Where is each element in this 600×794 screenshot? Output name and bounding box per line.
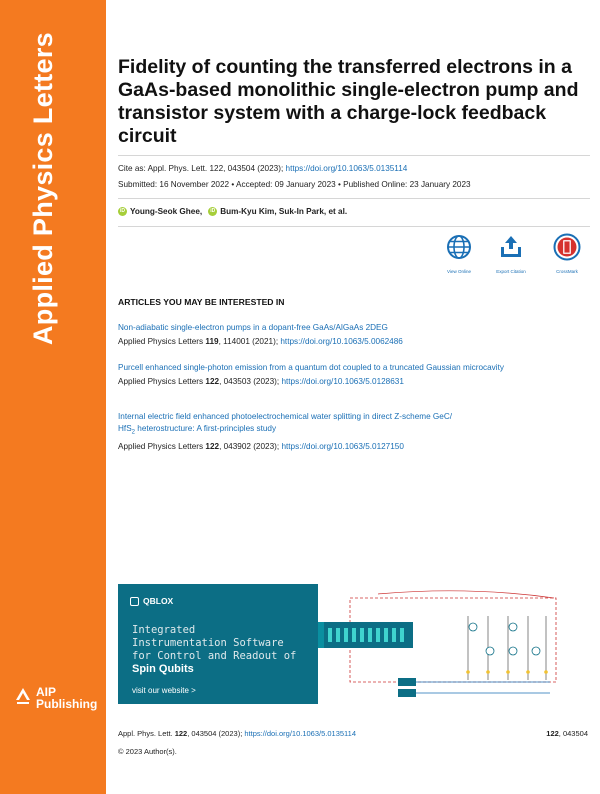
related-article-title[interactable]: Non-adiabatic single-electron pumps in a dopant-free GaAs/AlGaAs 2DEG <box>118 323 388 332</box>
journal-name: Applied Physics Letters <box>28 32 58 345</box>
ad-text-panel <box>118 584 318 704</box>
crossmark-button[interactable] <box>542 233 592 274</box>
ad-emphasis: Spin Qubits <box>132 663 194 675</box>
related-article-doi[interactable]: https://doi.org/10.1063/5.0127150 <box>281 441 404 451</box>
related-article-doi[interactable]: https://doi.org/10.1063/5.0128631 <box>281 377 404 386</box>
ad-line: for Control and Readout of <box>132 650 297 662</box>
related-article-title[interactable]: Internal electric field enhanced photoelectrochemical water splitting in direct Z-scheme GeC/ HfS$_2$ heterostructure: A first-principles study <box>118 412 453 436</box>
authors-line <box>118 207 347 216</box>
divider <box>118 226 590 227</box>
export-icon <box>497 233 525 261</box>
aip-logo-line2: Publishing <box>36 697 98 711</box>
crossmark-icon <box>553 233 581 261</box>
ad-brand: QBLOX <box>130 596 173 606</box>
export-citation-label: Export Citation <box>496 269 526 274</box>
footer-page-number: 122, 043504 <box>546 729 588 738</box>
ad-line: Instrumentation Software <box>132 637 284 649</box>
related-article <box>118 362 588 388</box>
related-article-title[interactable]: Purcell enhanced single-photon emission from a quantum dot coupled to a truncated Gaussian microcavity <box>118 363 504 372</box>
qblox-advertisement[interactable] <box>118 584 590 704</box>
orcid-icon[interactable]: iD <box>210 208 216 214</box>
related-article-meta: Applied Physics Letters 122, 043503 (2023); https://doi.org/10.1063/5.0128631 <box>118 377 404 386</box>
related-article <box>118 322 588 348</box>
aip-logo-icon <box>16 688 30 704</box>
journal-sidebar <box>0 0 106 794</box>
ad-circuit-diagram <box>318 584 590 704</box>
copyright: © 2023 Author(s). <box>118 747 177 756</box>
ad-line: Integrated <box>132 624 196 636</box>
footer-doi-link[interactable]: https://doi.org/10.1063/5.0135114 <box>244 729 356 738</box>
divider <box>118 155 590 156</box>
globe-icon <box>445 233 473 261</box>
article-title: Fidelity of counting the transferred electrons in a GaAs-based monolithic single-electron pump and transistor system with a charge-lock feedback circuit <box>118 56 579 147</box>
footer-citation: Appl. Phys. Lett. 122, 043504 (2023); https://doi.org/10.1063/5.0135114 <box>118 729 356 738</box>
divider <box>118 198 590 199</box>
author-first[interactable]: Young-Seok Ghee, <box>130 207 203 216</box>
citation-line <box>118 164 407 173</box>
export-citation-button[interactable] <box>486 233 536 274</box>
orcid-icon[interactable]: iD <box>120 208 125 214</box>
view-online-button[interactable] <box>434 233 484 274</box>
related-article <box>118 411 588 453</box>
citation-doi-link[interactable]: https://doi.org/10.1063/5.0135114 <box>285 164 408 173</box>
related-articles-heading: ARTICLES YOU MAY BE INTERESTED IN <box>118 297 285 307</box>
related-article-meta: Applied Physics Letters 119, 114001 (2021); https://doi.org/10.1063/5.0062486 <box>118 337 403 346</box>
dates-line: Submitted: 16 November 2022 • Accepted: 09 January 2023 • Published Online: 23 January 2023 <box>118 180 471 189</box>
crossmark-label: CrossMark <box>556 269 578 274</box>
citation-prefix: Cite as: Appl. Phys. Lett. 122, 043504 (2023); <box>118 164 284 173</box>
author-others[interactable]: Bum-Kyu Kim, Suk-In Park, et al. <box>220 207 348 216</box>
qblox-logo-icon <box>130 597 139 606</box>
related-article-doi[interactable]: https://doi.org/10.1063/5.0062486 <box>280 337 403 346</box>
related-article-meta: Applied Physics Letters 122, 043902 (2023); https://doi.org/10.1063/5.0127150 <box>118 441 404 451</box>
view-online-label: View Online <box>447 269 471 274</box>
ad-visit-website-link[interactable]: visit our website > <box>132 686 196 695</box>
aip-logo-line1: AIP <box>36 685 57 699</box>
